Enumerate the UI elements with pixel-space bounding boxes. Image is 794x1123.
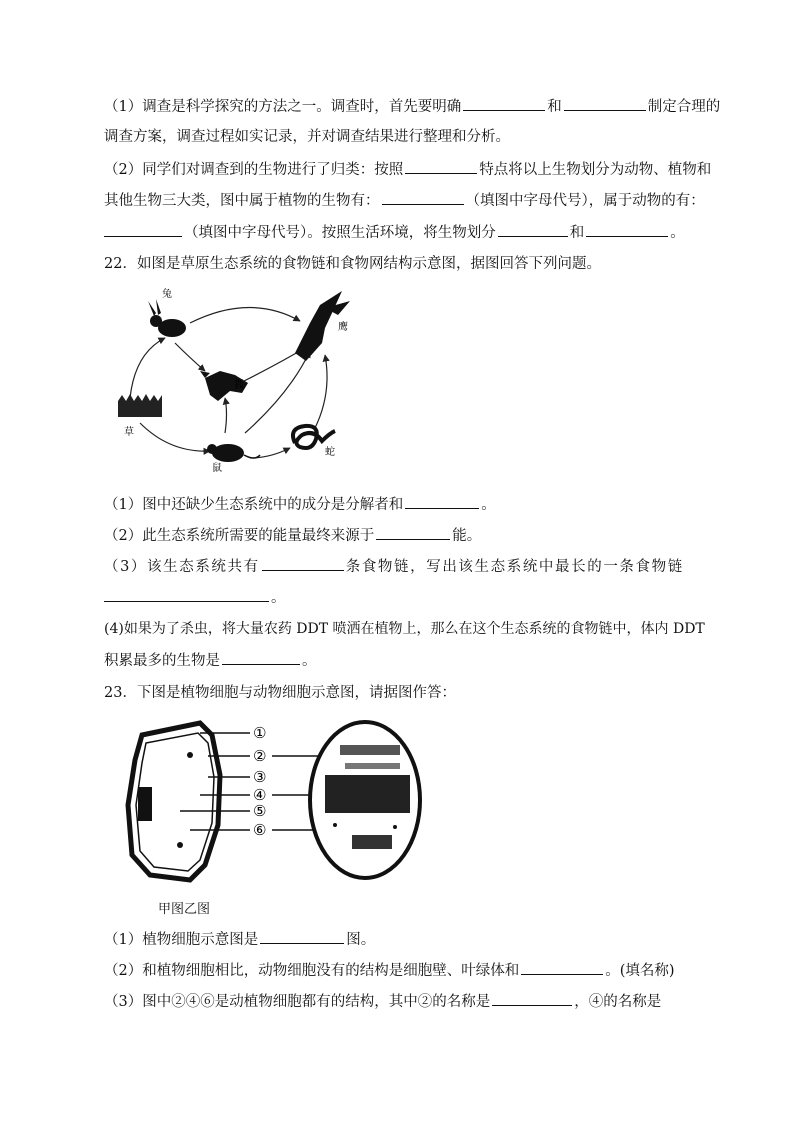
answer-blank[interactable] [405,494,479,509]
food-web-diagram [110,283,360,473]
text: （填图中字母代号）。按照生活环境，将生物划分 [184,225,496,241]
text: 条食物链，写出该生态系统中最长的一条食物链 [345,559,684,575]
marker-4: ④ [253,786,267,804]
mouse-icon [207,444,260,462]
label-rabbit: 兔 [162,289,172,300]
nucleus-shape [138,787,152,821]
q21-part2-line3 [104,222,694,243]
answer-blank[interactable] [405,159,477,174]
q22-sub4-line2 [104,650,694,671]
animal-nucleus-shape [325,775,410,813]
text: （1）调查是科学探究的方法之一。调查时，首先要明确 [104,99,462,115]
q22-sub3-line1 [104,556,694,577]
arrow-grass-mouse [140,423,210,451]
text: 和 [569,225,585,241]
answer-blank[interactable] [521,960,603,975]
answer-blank[interactable] [104,222,182,237]
answer-blank[interactable] [463,96,545,111]
grass-icon [118,394,162,417]
text: 图。 [346,932,376,948]
text: 制定合理的 [647,99,721,115]
answer-blank[interactable] [262,556,344,571]
snake-icon [293,426,335,448]
text: 调查方案，调查过程如实记录，并对调查结果进行整理和分析。 [104,129,510,145]
q23-sub3 [104,991,694,1012]
text: 。 [670,225,685,241]
answer-blank[interactable] [492,991,572,1006]
answer-blank[interactable] [260,929,344,944]
text: 特点将以上生物划分为动物、植物和 [479,162,712,178]
text: 22．如图是草原生态系统的食物链和食物网结构示意图，据图回答下列问题。 [104,256,601,272]
text: （1）图中还缺少生态系统中的成分是分解者和 [104,497,404,513]
answer-blank[interactable] [222,650,300,665]
answer-blank[interactable] [586,222,668,237]
marker-6: ⑥ [253,821,267,839]
text: （1）植物细胞示意图是 [104,932,259,948]
text: 其他生物三大类，图中属于植物的生物有： [104,193,380,209]
text: 和 [547,99,562,115]
text: 23．下图是植物细胞与动物细胞示意图，请据图作答： [104,685,456,701]
text: （2）此生态系统所需要的能量最终来源于 [104,528,375,544]
text: 。 [302,653,317,669]
q22-sub4-line1 [104,619,705,639]
answer-blank[interactable] [104,587,269,602]
label-mouse: 鼠 [212,463,222,473]
q22-sub1 [104,494,694,515]
cell-diagram [120,715,430,885]
q21-part2-line1 [104,159,712,180]
marker-1: ① [253,724,267,742]
marker-5: ⑤ [253,802,267,820]
q23-title [104,683,694,703]
arrow-mouse-snake [250,448,290,458]
text: 。(填名称) [605,963,675,979]
q22-title [104,254,694,274]
answer-blank[interactable] [564,96,646,111]
label-snake: 蛇 [325,447,335,458]
arrow-snake-eagle [315,355,327,428]
arrow-mouse-fox [225,398,227,433]
label-fox: 狐 [234,380,244,391]
text: （2）同学们对调查到的生物进行了归类：按照 [104,162,404,178]
label-grass: 草 [124,427,134,438]
text: （3）图中②④⑥是动植物细胞都有的结构，其中②的名称是 [104,994,491,1010]
text: 。 [271,590,286,606]
rabbit-icon [148,299,186,337]
answer-blank[interactable] [498,222,568,237]
text: 积累最多的生物是 [104,653,220,669]
text: 能。 [452,528,482,544]
q22-sub3-line2 [104,587,694,608]
text: （填图中字母代号），属于动物的有： [465,193,705,209]
marker-3: ③ [253,768,267,786]
q23-sub1 [104,929,694,950]
figure-caption: 甲图乙图 [158,902,211,917]
animal-cell [310,722,420,878]
arrow-rabbit-fox [175,343,205,371]
q21-part2-line2 [104,190,705,211]
plant-cell [128,723,220,880]
text: （3）该生态系统共有 [104,559,260,575]
text: (4)如果为了杀虫，将大量农药 DDT 喷洒在植物上，那么在这个生态系统的食物链中，体内 DDT [104,621,705,637]
arrow-grass-rabbit [130,338,165,398]
marker-2: ② [253,747,267,765]
arrow-rabbit-eagle [190,307,300,323]
q21-part1-line1 [104,96,721,117]
text: ，④的名称是 [574,994,662,1010]
answer-blank[interactable] [376,525,450,540]
q21-part1-line2 [104,127,694,147]
q22-sub2 [104,525,694,546]
text: （2）和植物细胞相比，动物细胞没有的结构是细胞壁、叶绿体和 [104,963,520,979]
answer-blank[interactable] [382,190,464,205]
text: 。 [481,497,496,513]
label-eagle: 鹰 [338,322,348,333]
q23-sub2 [104,960,694,981]
